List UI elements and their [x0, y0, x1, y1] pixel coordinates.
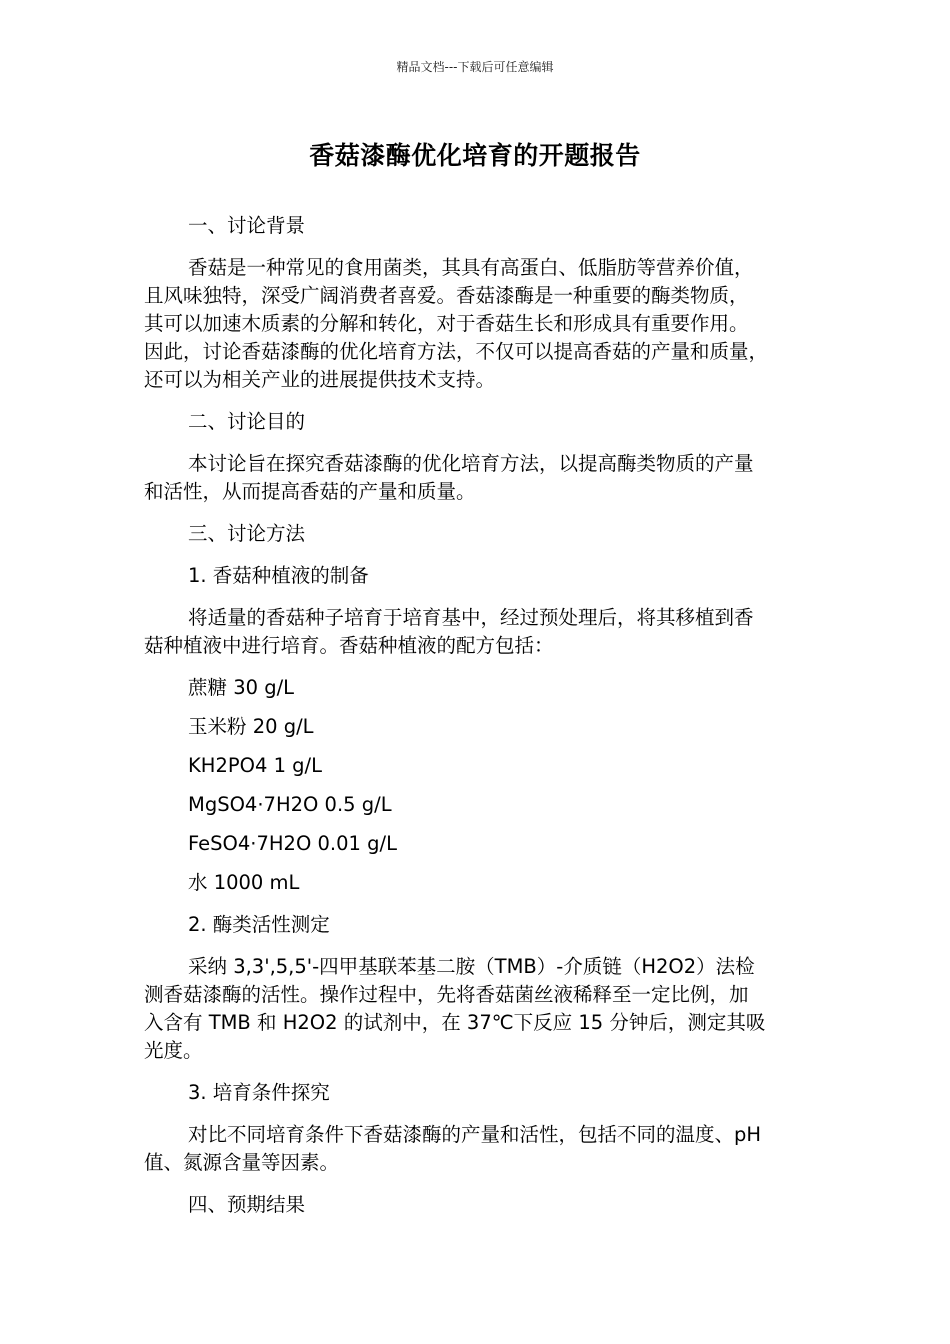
paragraph-line: 还可以为相关产业的进展提供技术支持。	[144, 368, 496, 391]
paragraph-line: 采纳 3,3',5,5'-四甲基联苯基二胺（TMB）-介质链（H2O2）法检	[188, 955, 755, 978]
recipe-item: KH2PO4 1 g/L	[188, 754, 322, 777]
recipe-item: FeSO4·7H2O 0.01 g/L	[188, 832, 397, 855]
paragraph-line: 光度。	[144, 1039, 203, 1062]
document-body	[144, 212, 804, 1233]
paragraph-line: 因此，讨论香菇漆酶的优化培育方法，不仅可以提高香菇的产量和质量，	[144, 340, 769, 363]
paragraph-culture-conditions	[144, 1121, 804, 1177]
recipe-item: MgSO4·7H2O 0.5 g/L	[188, 793, 392, 816]
recipe-item: 水 1000 mL	[188, 871, 300, 894]
section-heading-results: 四、预期结果	[188, 1193, 306, 1216]
header-note: 精品文档---下载后可任意编辑	[396, 60, 554, 74]
paragraph-line: 值、氮源含量等因素。	[144, 1151, 340, 1174]
paragraph-line: 其可以加速木质素的分解和转化，对于香菇生长和形成具有重要作用。	[144, 312, 749, 335]
paragraph-line: 且风味独特，深受广阔消费者喜爱。香菇漆酶是一种重要的酶类物质，	[144, 284, 749, 307]
subsection-heading-enzyme-assay: 2. 酶类活性测定	[188, 913, 330, 936]
paragraph-line: 将适量的香菇种子培育于培育基中，经过预处理后，将其移植到香	[188, 606, 754, 629]
paragraph-solution-prep	[144, 604, 804, 660]
paragraph-line: 测香菇漆酶的活性。操作过程中，先将香菇菌丝液稀释至一定比例，加	[144, 983, 749, 1006]
paragraph-enzyme-assay	[144, 953, 804, 1065]
paragraph-line: 菇种植液中进行培育。香菇种植液的配方包括：	[144, 634, 554, 657]
paragraph-background	[144, 254, 804, 394]
recipe-item: 玉米粉 20 g/L	[188, 715, 314, 738]
paragraph-line: 对比不同培育条件下香菇漆酶的产量和活性，包括不同的温度、pH	[188, 1123, 762, 1146]
paragraph-line: 香菇是一种常见的食用菌类，其具有高蛋白、低脂肪等营养价值，	[188, 256, 754, 279]
subsection-heading-solution-prep: 1. 香菇种植液的制备	[188, 564, 369, 587]
paragraph-line: 本讨论旨在探究香菇漆酶的优化培育方法，以提高酶类物质的产量	[188, 452, 754, 475]
subsection-heading-culture-conditions: 3. 培育条件探究	[188, 1081, 330, 1104]
section-heading-purpose: 二、讨论目的	[188, 410, 306, 433]
document-title: 香菇漆酶优化培育的开题报告	[309, 141, 641, 170]
section-heading-background: 一、讨论背景	[188, 214, 306, 237]
paragraph-line: 和活性，从而提高香菇的产量和质量。	[144, 480, 476, 503]
recipe-item: 蔗糖 30 g/L	[188, 676, 295, 699]
paragraph-line: 入含有 TMB 和 H2O2 的试剂中，在 37℃下反应 15 分钟后，测定其吸	[144, 1011, 766, 1034]
section-heading-method: 三、讨论方法	[188, 522, 306, 545]
paragraph-purpose	[144, 450, 804, 506]
